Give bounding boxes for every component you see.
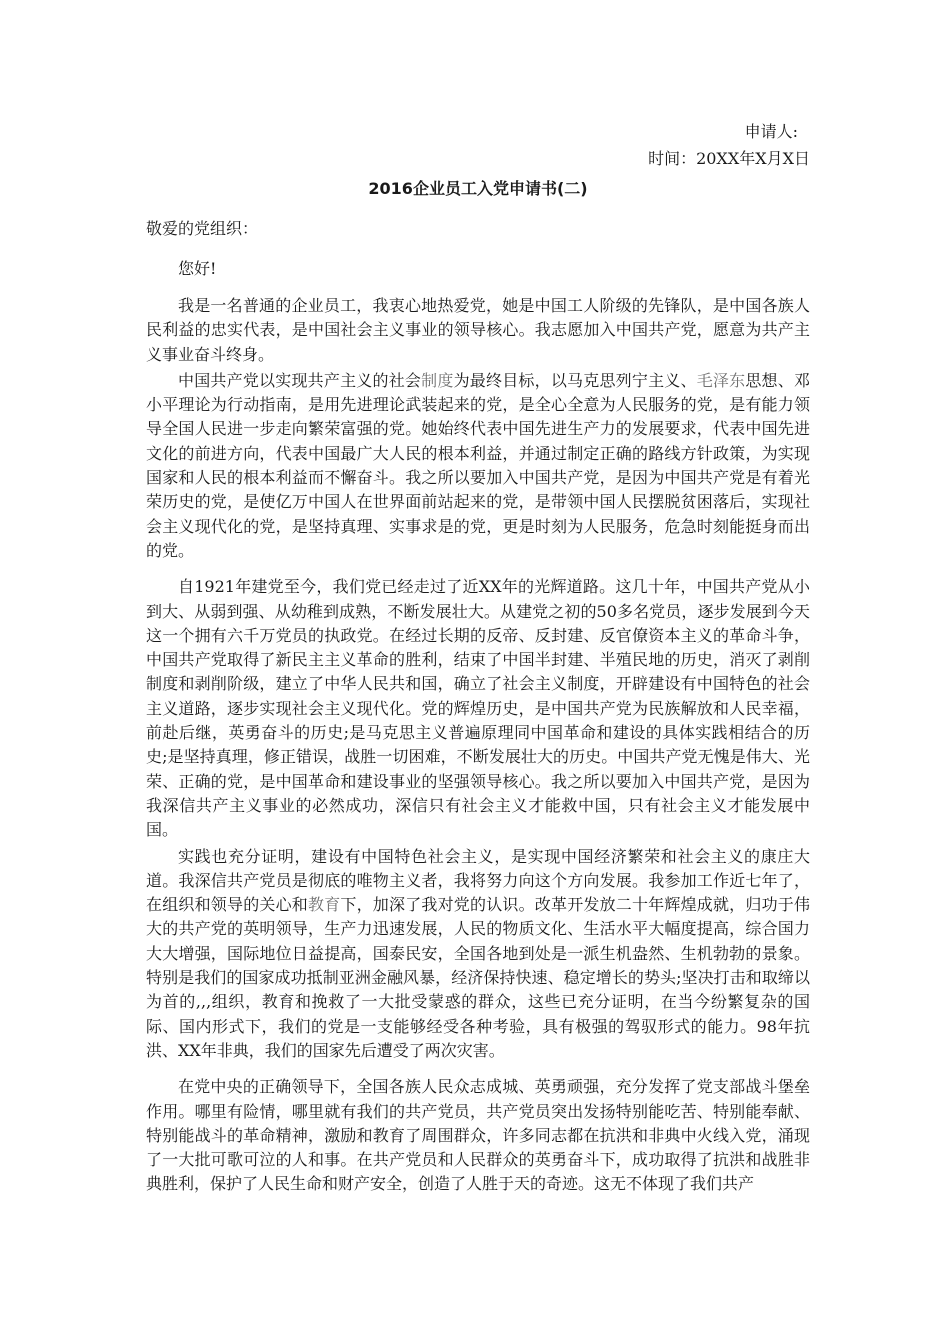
greeting: 敬爱的党组织： <box>146 219 259 238</box>
paragraph-2-part-5: 思想、邓小平理论为行动指南，是用先进理论武装起来的党，是全心全意为人民服务的党，是有能力领导全国人民进一步走向繁荣富强的党。她始终代表中国先进生产力的发展要求，代表中国先进文化的前进方向，代表中国最广大人民的根本利益，并通过制定正确的路线方针政策，为实现国家和人民的根本利益而不懈奋斗。我之所以要加入中国共产党，是因为中国共产党是有着光荣历史的党，是使亿万中国人在世界面前站起来的党，是带领中国人民摆脱贫困落后，实现社会主义现代化的党，是坚持真理、实事求是的党，更是时刻为人民服务，危急时刻能挺身而出的党。 <box>146 370 810 560</box>
date-line: 时间：20XX年X月X日 <box>648 149 810 168</box>
hello-line: 您好! <box>178 259 217 278</box>
linked-term-mao: 毛泽东 <box>696 370 746 390</box>
paragraph-3: 自1921年建党至今，我们党已经走过了近XX年的光辉道路。这几十年，中国共产党从小到大、从弱到强、从幼稚到成熟，不断发展壮大。从建党之初的50多名党员，逐步发展到今天这一个拥有六千万党员的执政党。在经过长期的反帝、反封建、反官僚资本主义的革命斗争，中国共产党取得了新民主主义革命的胜利，结束了中国半封建、半殖民地的历史，消灭了剥削制度和剥削阶级，建立了中华人民共和国，确立了社会主义制度，开辟建设有中国特色的社会主义道路，逐步实现社会主义现代化。党的辉煌历史，是中国共产党为民族解放和人民幸福，前赴后继，英勇奋斗的历史;是马克思主义普遍原理同中国革命和建设的具体实践相结合的历史;是坚持真理，修正错误，战胜一切困难，不断发展壮大的历史。中国共产党无愧是伟大、光荣、正确的党，是中国革命和建设事业的坚强领导核心。我之所以要加入中国共产党，是因为我深信共产主义事业的必然成功，深信只有社会主义才能救中国，只有社会主义才能发展中国。 <box>146 577 810 840</box>
paragraph-1: 我是一名普通的企业员工，我衷心地热爱党，她是中国工人阶级的先锋队，是中国各族人民利益的忠实代表，是中国社会主义事业的领导核心。我志愿加入中国共产党，愿意为共产主义事业奋斗终身。 <box>146 296 810 364</box>
paragraph-4-part-1: 实践也充分证明，建设有中国特色社会主义，是实现中国经济繁荣和社会主义的康庄大道。我深信共产党员是彻底的唯物主义者，我将努力向这个方向发展。我参加工作近七年了，在组织和领导的关心和 <box>146 846 810 915</box>
header-block <box>146 118 810 172</box>
linked-term-zhidu: 制度 <box>421 370 454 390</box>
applicant-label: 申请人: <box>744 122 798 141</box>
paragraph-2-part-1: 中国共产党以实现共产主义的社会 <box>178 370 422 390</box>
paragraph-4 <box>146 845 810 1064</box>
paragraph-5: 在党中央的正确领导下，全国各族人民众志成城、英勇顽强，充分发挥了党支部战斗堡垒作用。哪里有险情，哪里就有我们的共产党员，共产党员突出发扬特别能吃苦、特别能奉献、特别能战斗的革命精神，激励和教育了周围群众，许多同志都在抗洪和非典中火线入党，涌现了一大批可歌可泣的人和事。在共产党员和人民群众的英勇奋斗下，成功取得了抗洪和战胜非典胜利，保护了人民生命和财产安全，创造了人胜于天的奇迹。这无不体现了我们共产 <box>146 1077 810 1194</box>
paragraph-2 <box>146 369 810 563</box>
document-page <box>146 118 810 1197</box>
paragraph-4-part-3: 下，加深了我对党的认识。改革开发放二十年辉煌成就，归功于伟大的共产党的英明领导，生产力迅速发展，人民的物质文化、生活水平大幅度提高，综合国力大大增强，国际地位日益提高，国泰民安，全国各地到处是一派生机盎然、生机勃勃的景象。特别是我们的国家成功抵制亚洲金融风暴，经济保持快速、稳定增长的势头;坚决打击和取缔以为首的,,,组织，教育和挽救了一大批受蒙惑的群众，这些已充分证明，在当今纷繁复杂的国际、国内形式下，我们的党是一支能够经受各种考验，具有极强的驾驭形式的能力。98年抗洪、XX年非典，我们的国家先后遭受了两次灾害。 <box>146 895 810 1060</box>
linked-term-jiaoyu: 教育 <box>308 895 341 915</box>
document-title: 2016企业员工入党申请书(二) <box>368 179 588 198</box>
paragraph-2-part-3: 为最终目标，以马克思列宁主义、 <box>453 370 697 390</box>
